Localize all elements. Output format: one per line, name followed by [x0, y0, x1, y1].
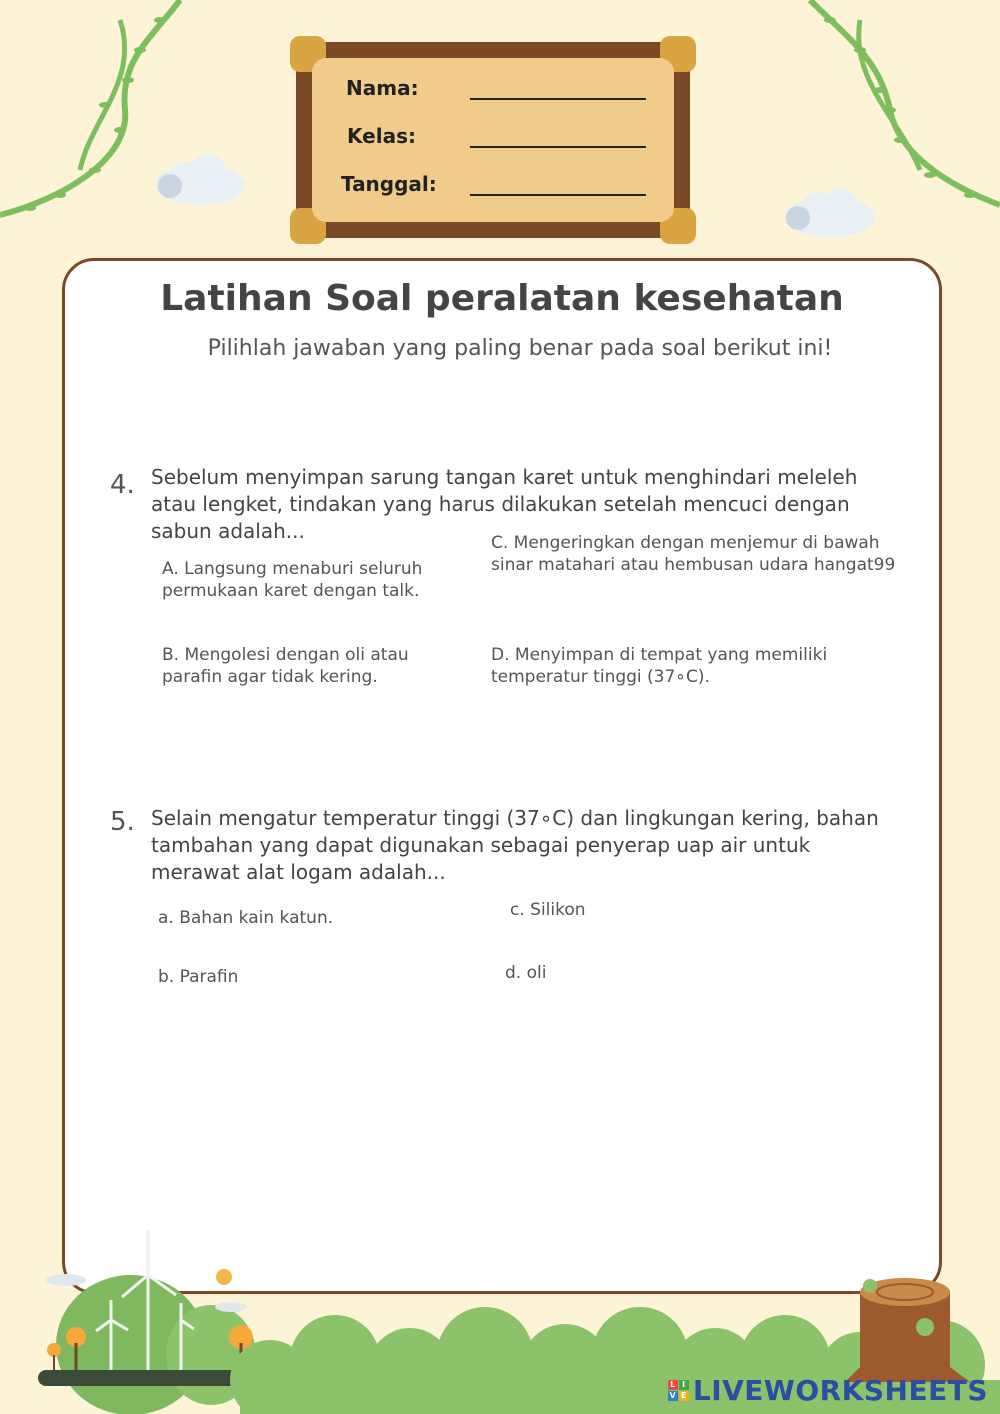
class-field[interactable] — [470, 146, 646, 148]
worksheet-card — [62, 258, 942, 1294]
name-field[interactable] — [470, 98, 646, 100]
question-4-option-b[interactable]: B. Mengolesi dengan oli atau parafin agar tidak kering. — [162, 645, 409, 687]
name-label: Nama: — [346, 76, 419, 100]
question-4-number: 4. — [110, 470, 135, 500]
worksheet-title: Latihan Soal peralatan kesehatan — [160, 278, 844, 319]
question-4-text: Sebelum menyimpan sarung tangan karet untuk menghindari meleleh atau lengket, tindakan yang harus dilakukan setelah mencuci dengan sabun adalah... — [151, 465, 858, 543]
date-field[interactable] — [470, 194, 646, 196]
cloud-left-decoration — [150, 150, 250, 210]
question-4-option-c[interactable]: C. Mengeringkan dengan menjemur di bawah sinar matahari atau hembusan udara hangat99 — [491, 533, 896, 575]
question-5-option-a[interactable]: a. Bahan kain katun. — [158, 908, 334, 928]
date-label: Tanggal: — [341, 172, 437, 196]
question-5-number: 5. — [110, 807, 135, 837]
tree-stump-decoration — [840, 1272, 980, 1382]
question-5-option-b[interactable]: b. Parafin — [158, 967, 239, 987]
question-4-option-d[interactable]: D. Menyimpan di tempat yang memiliki temperatur tinggi (37∘C). — [491, 645, 828, 687]
class-label: Kelas: — [347, 124, 416, 148]
worksheet-subtitle: Pilihlah jawaban yang paling benar pada soal berikut ini! — [207, 336, 833, 361]
liveworksheets-logo-icon: L I V E — [668, 1380, 689, 1401]
liveworksheets-brand[interactable] — [668, 1374, 988, 1407]
question-5-option-c[interactable]: c. Silikon — [510, 900, 586, 920]
question-4-option-a[interactable]: A. Langsung menaburi seluruh permukaan karet dengan talk. — [162, 559, 423, 601]
brand-text: LIVEWORKSHEETS — [692, 1374, 988, 1407]
question-5-option-d[interactable]: d. oli — [505, 963, 547, 983]
cloud-right-decoration — [780, 182, 880, 242]
student-info-board — [296, 42, 690, 238]
question-5-text: Selain mengatur temperatur tinggi (37∘C) dan lingkungan kering, bahan tambahan yang dapat digunakan sebagai penyerap uap air untuk merawat alat logam adalah... — [151, 806, 879, 884]
